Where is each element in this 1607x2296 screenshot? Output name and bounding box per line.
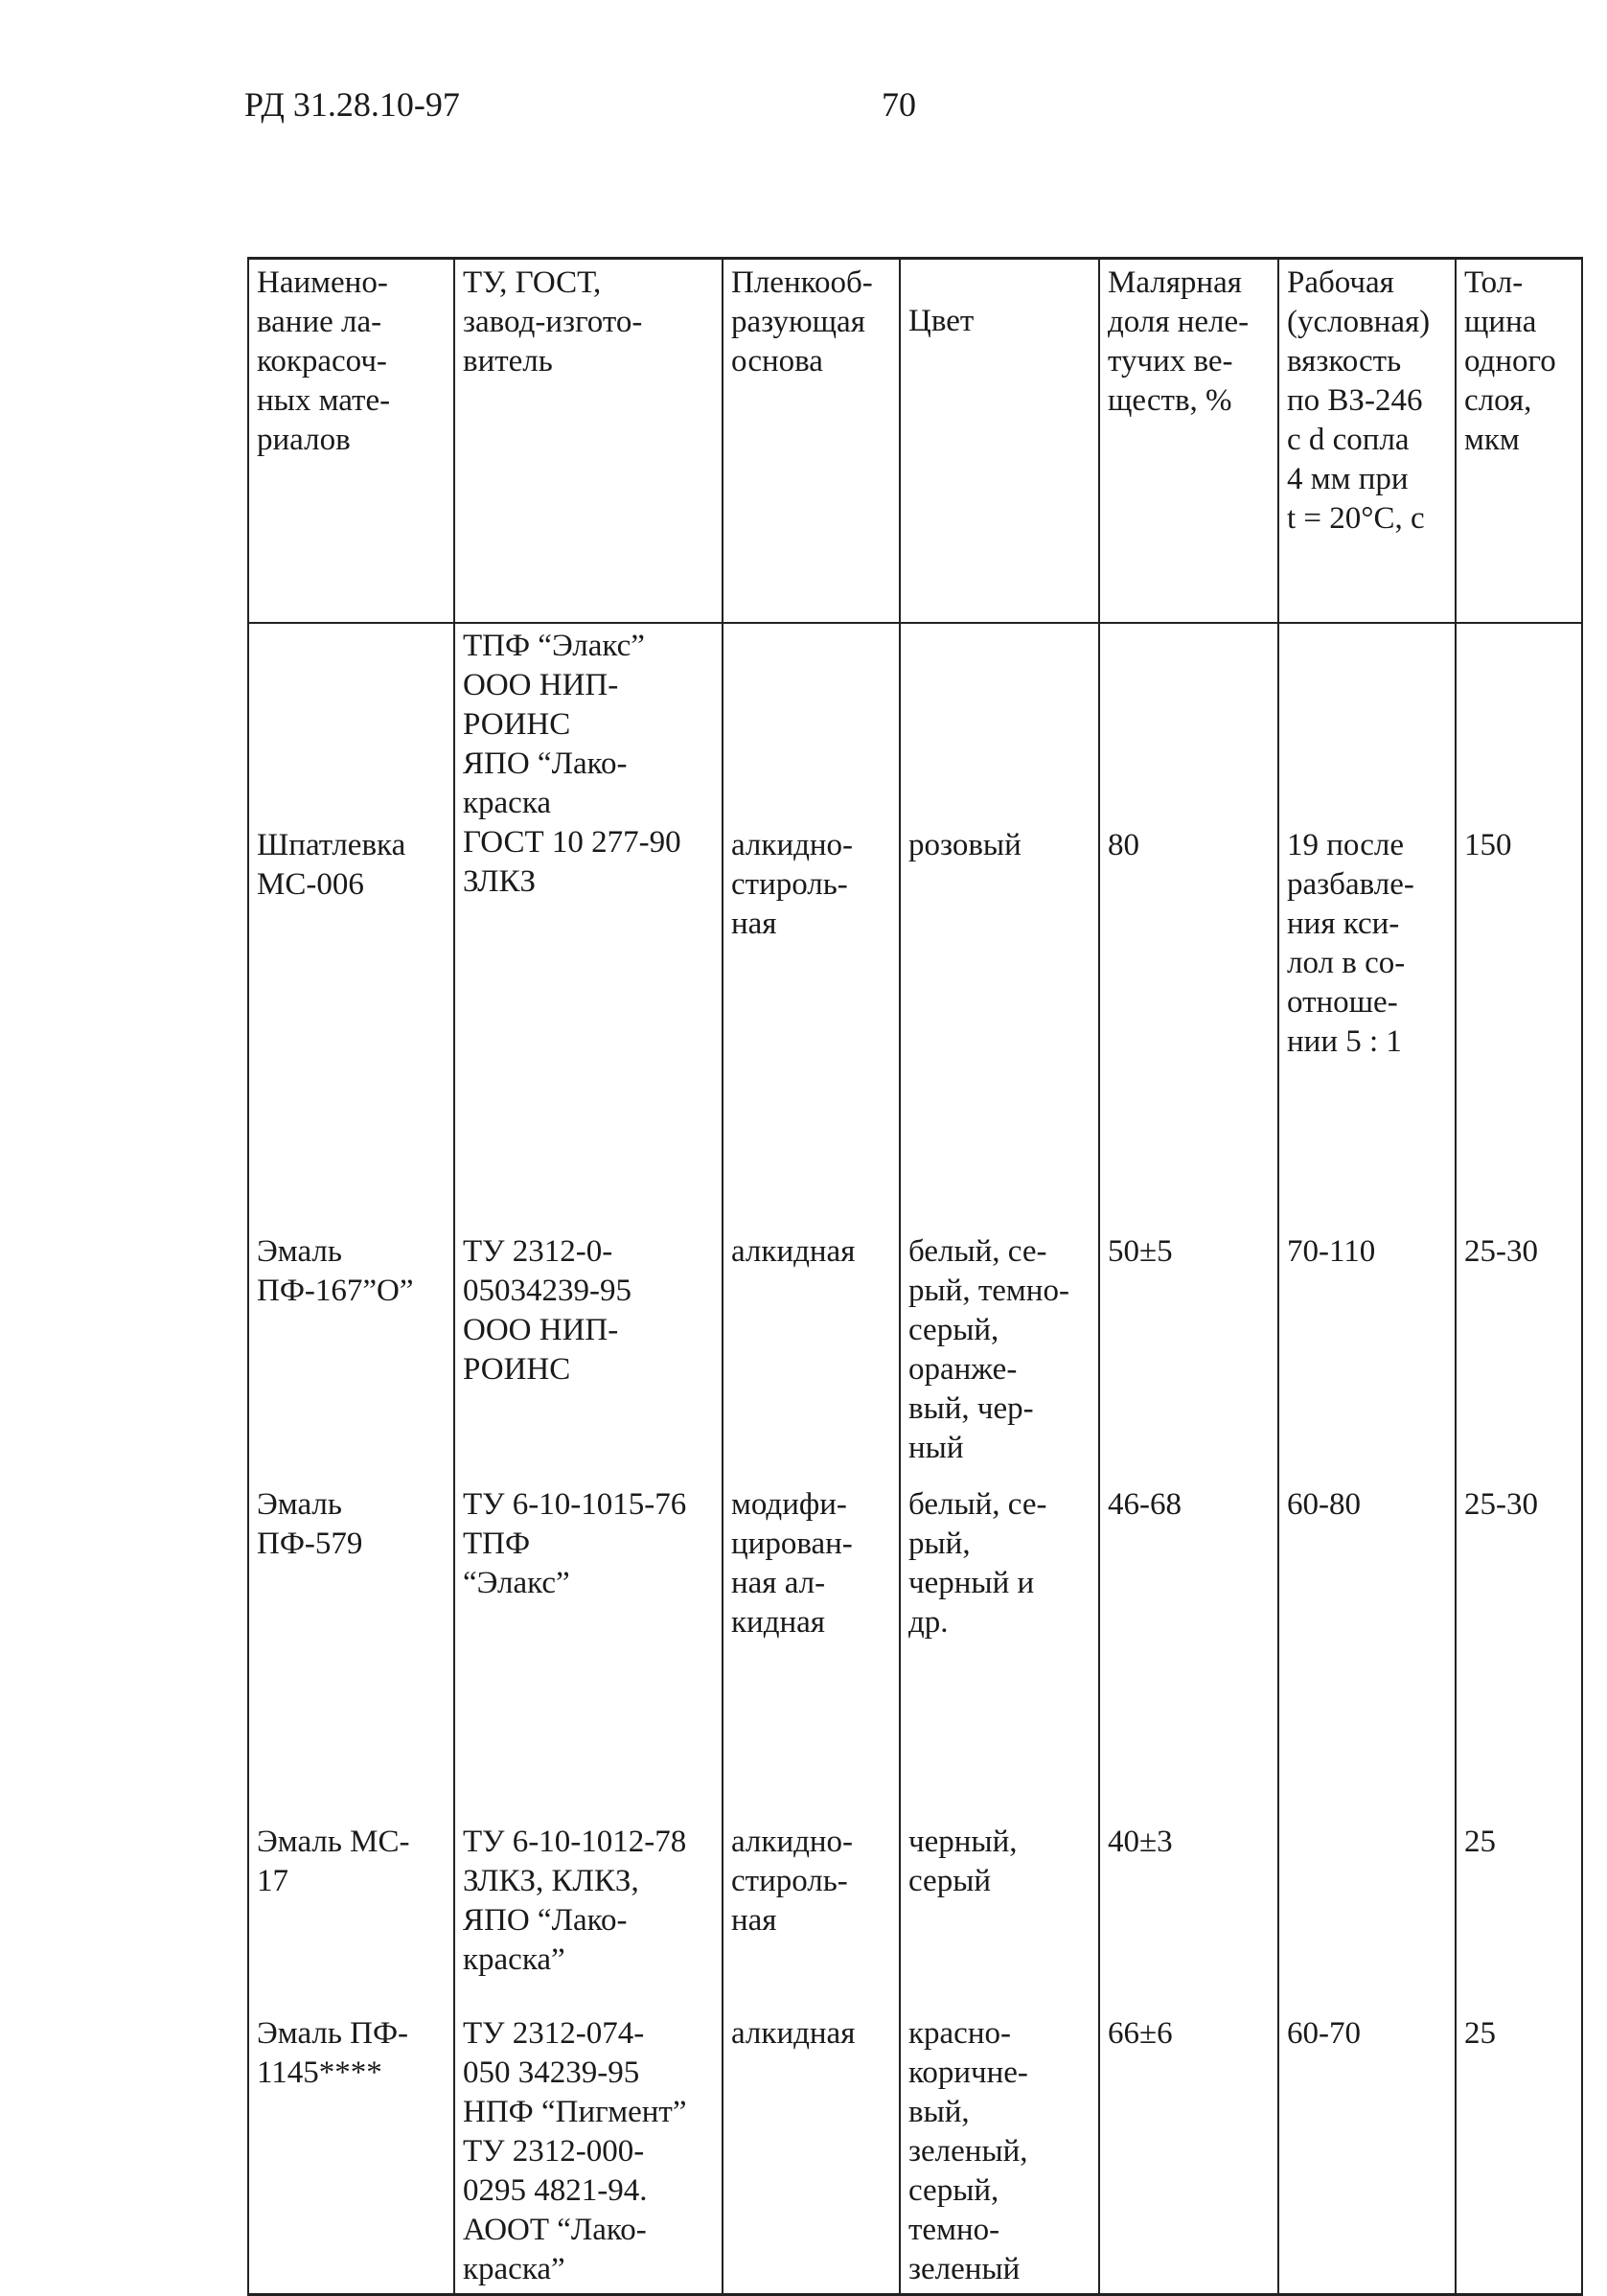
cell-standard: ТУ 6-10-1012-78 ЗЛКЗ, КЛКЗ, ЯПО “Лако- краска” bbox=[454, 1815, 723, 2009]
cell-thickness: 150 bbox=[1456, 623, 1582, 1184]
cell-base: алкидная bbox=[723, 1184, 900, 1472]
table-row bbox=[248, 623, 1582, 1184]
cell-color: розовый bbox=[900, 623, 1099, 1184]
cell-name: Эмаль МС- 17 bbox=[248, 1815, 454, 2009]
cell-thickness: 25 bbox=[1456, 1815, 1582, 2009]
cell-nonvolatile: 40±3 bbox=[1099, 1815, 1278, 2009]
cell-color: белый, се- рый, темно- серый, оранже- вый, чер- ный bbox=[900, 1184, 1099, 1472]
cell-nonvolatile: 66±6 bbox=[1099, 2009, 1278, 2295]
cell-standard: ТУ 2312-074- 050 34239-95 НПФ “Пигмент” ТУ 2312-000- 0295 4821-94. АООТ “Лако- краска” bbox=[454, 2009, 723, 2295]
cell-viscosity: 60-70 bbox=[1278, 2009, 1456, 2295]
cell-base: алкидная bbox=[723, 2009, 900, 2295]
cell-name: Эмаль ПФ-579 bbox=[248, 1472, 454, 1815]
cell-name: Эмаль ПФ- 1145**** bbox=[248, 2009, 454, 2295]
table-row bbox=[248, 1815, 1582, 2009]
cell-color: черный, серый bbox=[900, 1815, 1099, 2009]
cell-nonvolatile: 80 bbox=[1099, 623, 1278, 1184]
cell-color: красно- коричне- вый, зеленый, серый, темно- зеленый bbox=[900, 2009, 1099, 2295]
column-header-viscosity: Рабочая (условная) вязкость по ВЗ-246 с d сопла 4 мм при t = 20°С, с bbox=[1278, 259, 1456, 624]
table-row bbox=[248, 1184, 1582, 1472]
cell-thickness: 25-30 bbox=[1456, 1184, 1582, 1472]
cell-thickness: 25 bbox=[1456, 2009, 1582, 2295]
cell-viscosity: 19 после разбавле- ния кси- лол в со- отноше- нии 5 : 1 bbox=[1278, 623, 1456, 1184]
cell-nonvolatile: 50±5 bbox=[1099, 1184, 1278, 1472]
cell-name: Шпатлевка МС-006 bbox=[248, 623, 454, 1184]
paint-materials-table bbox=[247, 257, 1583, 2296]
table-row bbox=[248, 1472, 1582, 1815]
column-header-material-name: Наимено- вание ла- кокрасоч- ных мате- риалов bbox=[248, 259, 454, 624]
cell-standard: ТПФ “Элакс” ООО НИП- РОИНС ЯПО “Лако- краска ГОСТ 10 277-90 ЗЛКЗ bbox=[454, 623, 723, 1184]
cell-base: алкидно- стироль- ная bbox=[723, 623, 900, 1184]
cell-standard: ТУ 2312-0- 05034239-95 ООО НИП- РОИНС bbox=[454, 1184, 723, 1472]
cell-thickness: 25-30 bbox=[1456, 1472, 1582, 1815]
cell-base: алкидно- стироль- ная bbox=[723, 1815, 900, 2009]
column-header-color: Цвет bbox=[900, 259, 1099, 624]
cell-viscosity: 60-80 bbox=[1278, 1472, 1456, 1815]
page-header bbox=[244, 84, 1394, 132]
table-row bbox=[248, 2009, 1582, 2295]
column-header-nonvolatile: Малярная доля неле- тучих ве- ществ, % bbox=[1099, 259, 1278, 624]
cell-name: Эмаль ПФ-167”О” bbox=[248, 1184, 454, 1472]
cell-base: модифи- цирован- ная ал- кидная bbox=[723, 1472, 900, 1815]
table-header-row bbox=[248, 259, 1582, 624]
column-header-standard: ТУ, ГОСТ, завод-изгото- витель bbox=[454, 259, 723, 624]
cell-color: белый, се- рый, черный и др. bbox=[900, 1472, 1099, 1815]
cell-nonvolatile: 46-68 bbox=[1099, 1472, 1278, 1815]
column-header-film-base: Пленкооб- разующая основа bbox=[723, 259, 900, 624]
cell-viscosity bbox=[1278, 1815, 1456, 2009]
page-number: 70 bbox=[882, 85, 916, 124]
column-header-thickness: Тол- щина одного слоя, мкм bbox=[1456, 259, 1582, 624]
cell-standard: ТУ 6-10-1015-76 ТПФ “Элакс” bbox=[454, 1472, 723, 1815]
cell-viscosity: 70-110 bbox=[1278, 1184, 1456, 1472]
document-code: РД 31.28.10-97 bbox=[244, 85, 460, 124]
